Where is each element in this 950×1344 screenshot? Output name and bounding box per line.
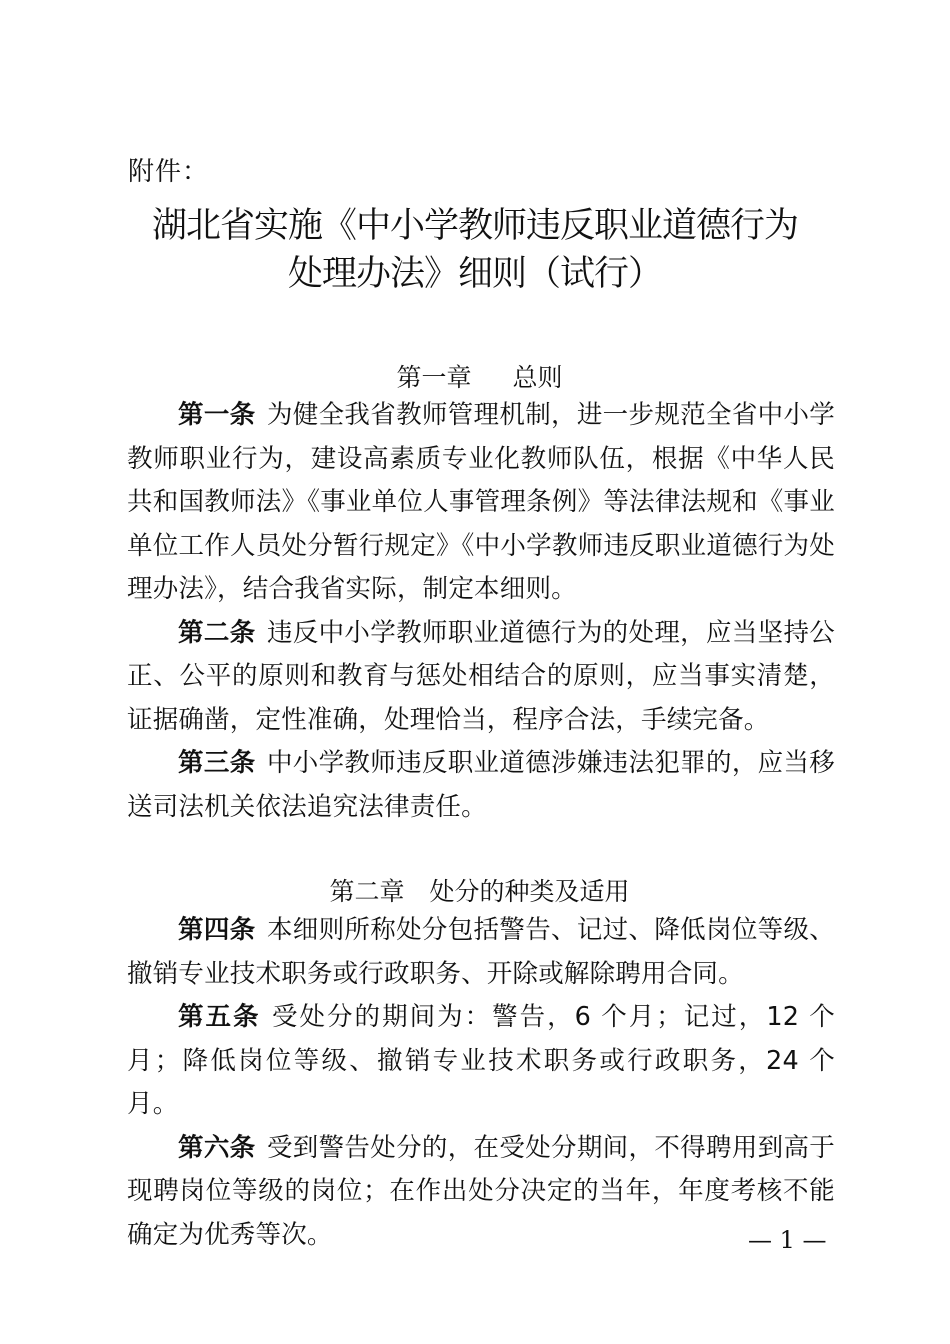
chapter-2-body [127, 909, 835, 1257]
article-5 [127, 996, 835, 1127]
chapter-2-heading: 第二章 处分的种类及适用 [329, 877, 630, 906]
article-text: 本细则所称处分包括警告、记过、降低岗位等级、撤销专业技术职务或行政职务、开除或解除聘用合同。 [127, 915, 835, 989]
article-text: 受到警告处分的，在受处分期间，不得聘用到高于现聘岗位等级的岗位；在作出处分决定的当年，年度考核不能确定为优秀等次。 [127, 1132, 835, 1250]
chapter-1-heading: 第一章 总则 [396, 363, 563, 392]
article-2 [127, 612, 835, 743]
article-text: 为健全我省教师管理机制，进一步规范全省中小学教师职业行为，建设高素质专业化教师队伍，根据《中华人民共和国教师法》《事业单位人事管理条例》等法律法规和《事业单位工作人员处分暂行规定》《中小学教师违反职业道德行为处理办法》，结合我省实际，制定本细则。 [127, 400, 835, 604]
article-4 [127, 909, 835, 996]
attachment-label: 附件： [128, 157, 210, 187]
article-text: 中小学教师违反职业道德涉嫌违法犯罪的，应当移送司法机关依法追究法律责任。 [127, 748, 835, 822]
chapter-1-body [127, 394, 835, 829]
page-number: — 1 — [748, 1226, 827, 1254]
document-title-line-2: 处理办法》细则（试行） [287, 254, 662, 294]
article-label: 第五条 [178, 1002, 261, 1032]
article-6 [127, 1127, 835, 1258]
article-label: 第四条 [178, 915, 256, 945]
article-text: 违反中小学教师职业道德行为的处理，应当坚持公正、公平的原则和教育与惩处相结合的原则，应当事实清楚，证据确凿，定性准确，处理恰当，程序合法，手续完备。 [127, 617, 835, 735]
article-text: 受处分的期间为：警告，6 个月；记过，12 个月；降低岗位等级、撤销专业技术职务或行政职务，24 个月。 [127, 1002, 835, 1119]
document-title-line-1: 湖北省实施《中小学教师违反职业道德行为 [151, 206, 798, 246]
article-label: 第六条 [178, 1132, 256, 1163]
article-label: 第三条 [178, 748, 256, 778]
article-3 [127, 742, 835, 829]
article-1 [127, 394, 835, 612]
article-label: 第二条 [178, 617, 256, 648]
article-label: 第一条 [178, 400, 256, 430]
